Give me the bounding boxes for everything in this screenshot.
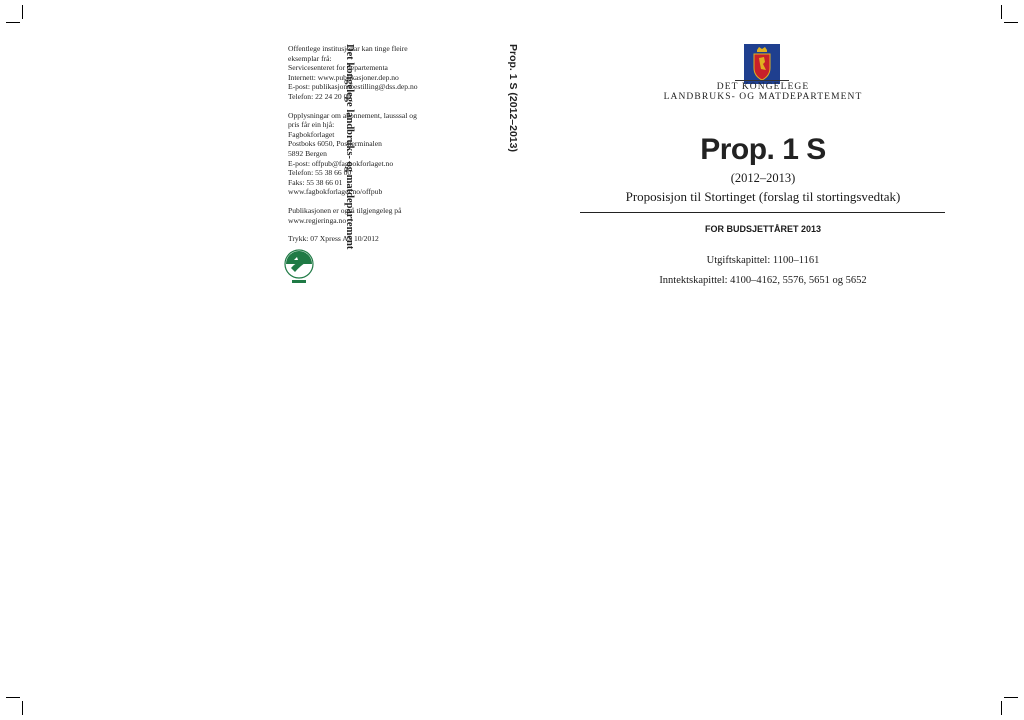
- crop-mark: [6, 22, 20, 23]
- info-line: Faks: 55 38 66 01: [288, 177, 343, 187]
- department-line: LANDBRUKS- OG MATDEPARTEMENT: [663, 92, 863, 102]
- info-line: Telefon: 22 24 20 00: [288, 91, 352, 101]
- proposition-subtitle: Proposisjon til Stortinget (forslag til stortingsvedtak): [625, 189, 901, 204]
- expense-chapters: Utgiftskapittel: 1100–1161: [706, 255, 820, 266]
- info-block: [288, 111, 488, 197]
- info-line: Telefon: 55 38 66 00: [288, 168, 352, 178]
- crop-mark: [1004, 697, 1018, 698]
- crop-mark: [1001, 5, 1002, 19]
- budget-year: FOR BUDSJETTÅRET 2013: [704, 224, 822, 234]
- crop-mark: [22, 5, 23, 19]
- info-block: [288, 234, 488, 244]
- session-years: (2012–2013): [730, 171, 796, 185]
- info-block: [288, 206, 488, 225]
- info-line: E-post: offpub@fagbokforlaget.no: [288, 158, 394, 168]
- title-rule: [580, 212, 945, 213]
- info-line: Publikasjonen er også tilgjengeleg på: [288, 205, 402, 215]
- department-rule: [735, 80, 789, 81]
- crop-mark: [6, 697, 20, 698]
- proposition-title: Prop. 1 S: [700, 133, 826, 166]
- nordic-swan-ecolabel-icon: [283, 248, 315, 288]
- ordering-info: [288, 44, 488, 253]
- info-line: Servicesenteret for departementa: [288, 63, 388, 73]
- crop-mark: [1001, 701, 1002, 715]
- info-line: pris får ein hjå:: [288, 120, 335, 130]
- crop-mark: [1004, 22, 1018, 23]
- spine-department: Det kongelege landbruks- og matdepartement: [344, 44, 355, 250]
- crop-mark: [22, 701, 23, 715]
- info-line: Opplysningar om abonnement, lausssal og: [288, 110, 417, 120]
- info-line: Internett: www.publikasjoner.dep.no: [288, 72, 399, 82]
- spine-title: Prop. 1 S (2012–2013): [507, 44, 519, 152]
- info-line: Offentlege institusjonar kan tinge fleire: [288, 44, 408, 53]
- info-line: www.regjeringa.no: [288, 215, 347, 225]
- info-line: eksemplar frå:: [288, 53, 332, 63]
- info-line: www.fagbokforlaget.no/offpub: [288, 187, 383, 197]
- income-chapters: Inntektskapittel: 4100–4162, 5576, 5651 og 5652: [659, 275, 867, 286]
- department-line: DET KONGELEGE: [716, 82, 810, 92]
- info-line: 5892 Bergen: [288, 148, 327, 158]
- royal-coat-of-arms-icon: [744, 44, 780, 84]
- department-name: [640, 82, 886, 102]
- info-line: Trykk: 07 Xpress AS 10/2012: [288, 234, 379, 244]
- info-line: E-post: publikasjonsbestilling@dss.dep.no: [288, 82, 418, 92]
- info-line: Postboks 6050, Postterminalen: [288, 139, 382, 149]
- info-block: [288, 44, 488, 102]
- info-line: Fagbokforlaget: [288, 129, 335, 139]
